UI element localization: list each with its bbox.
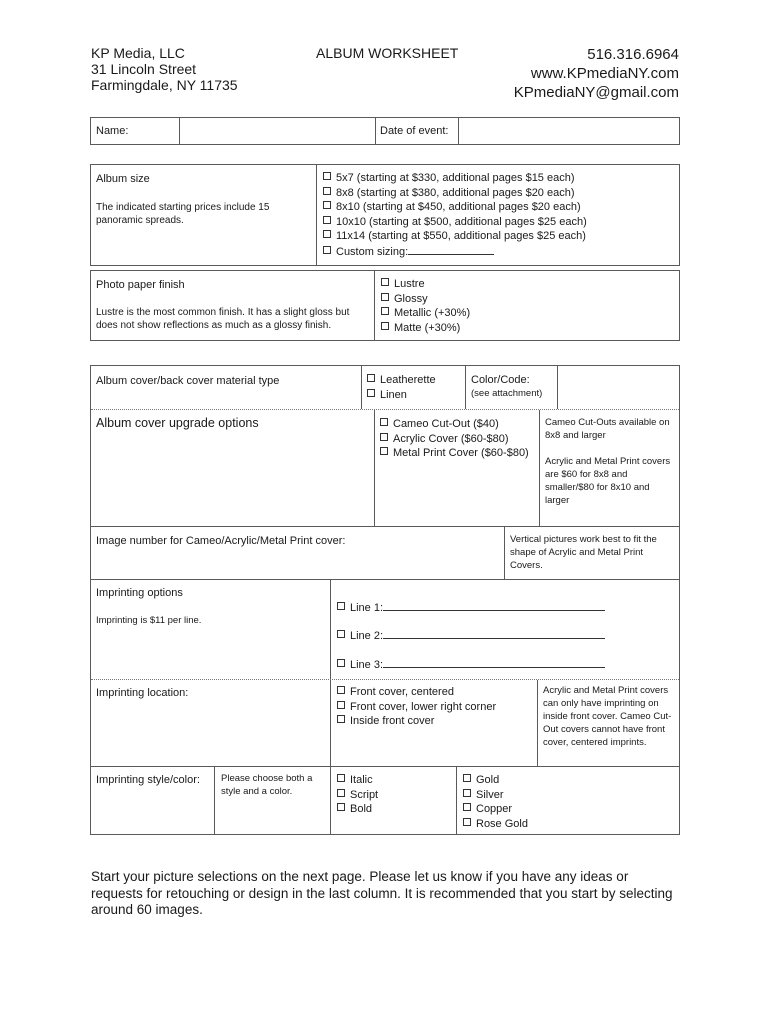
divider	[557, 366, 558, 409]
date-field[interactable]	[460, 120, 675, 142]
checkbox-icon[interactable]	[323, 172, 331, 180]
paper-finish-option[interactable]: Matte (+30%)	[381, 321, 470, 336]
imprinting-style-options	[337, 773, 378, 817]
cover-upgrade-option[interactable]: Acrylic Cover ($60-$80)	[380, 432, 529, 447]
imprinting-color-options	[463, 773, 528, 831]
checkbox-icon[interactable]	[380, 418, 388, 426]
cover-upgrade-note-pricing: Acrylic and Metal Print covers are $60 for 8x8 and smaller/$80 for 8x10 and larger	[545, 456, 671, 506]
divider	[330, 580, 331, 834]
divider	[316, 165, 317, 265]
imprinting-style-label: Imprinting style/color:	[96, 774, 200, 786]
checkbox-icon[interactable]	[463, 774, 471, 782]
imprinting-options-label: Imprinting options	[96, 587, 183, 599]
imprinting-location-options	[337, 685, 496, 729]
checkbox-icon[interactable]	[323, 187, 331, 195]
name-date-row	[90, 117, 680, 145]
album-size-option-custom[interactable]: Custom sizing:	[323, 244, 587, 260]
company-name: KP Media, LLC	[91, 45, 185, 61]
divider	[465, 366, 466, 409]
divider	[374, 410, 375, 526]
divider	[91, 766, 679, 767]
album-size-option[interactable]: 10x10 (starting at $500, additional pages $25 each)	[323, 215, 587, 230]
cover-material-options	[367, 373, 436, 402]
imprint-line-3[interactable]: Line 3:	[337, 657, 605, 673]
checkbox-icon[interactable]	[381, 322, 389, 330]
imprinting-location-option[interactable]: Front cover, lower right corner	[337, 700, 496, 715]
checkbox-icon[interactable]	[381, 293, 389, 301]
imprint-line-2[interactable]: Line 2:	[337, 628, 605, 644]
company-city: Farmingdale, NY 11735	[91, 77, 238, 93]
cover-material-label: Album cover/back cover material type	[96, 375, 280, 387]
divider	[91, 679, 679, 680]
imprinting-color-option[interactable]: Gold	[463, 773, 528, 788]
contact-phone: 516.316.6964	[587, 46, 679, 63]
checkbox-icon[interactable]	[337, 630, 345, 638]
image-number-note: Vertical pictures work best to fit the shape of Acrylic and Metal Print Covers.	[510, 534, 657, 571]
cover-material-option[interactable]: Linen	[367, 388, 436, 403]
divider	[91, 409, 679, 410]
cover-upgrade-option[interactable]: Metal Print Cover ($60-$80)	[380, 446, 529, 461]
album-size-option[interactable]: 8x10 (starting at $450, additional pages $20 each)	[323, 200, 587, 215]
imprinting-location-option[interactable]: Front cover, centered	[337, 685, 496, 700]
divider	[214, 767, 215, 834]
album-size-note: The indicated starting prices include 15 panoramic spreads.	[96, 202, 270, 226]
name-field[interactable]	[181, 120, 371, 142]
paper-finish-options	[381, 277, 470, 335]
divider	[374, 271, 375, 340]
checkbox-icon[interactable]	[323, 216, 331, 224]
contact-website: www.KPmediaNY.com	[530, 65, 679, 82]
checkbox-icon[interactable]	[367, 389, 375, 397]
contact-email: KPmediaNY@gmail.com	[513, 84, 679, 101]
imprinting-location-option[interactable]: Inside front cover	[337, 714, 496, 729]
checkbox-icon[interactable]	[380, 447, 388, 455]
divider	[458, 118, 459, 144]
checkbox-icon[interactable]	[323, 246, 331, 254]
checkbox-icon[interactable]	[463, 789, 471, 797]
imprinting-color-option[interactable]: Copper	[463, 802, 528, 817]
imprinting-color-option[interactable]: Silver	[463, 788, 528, 803]
date-label: Date of event:	[380, 125, 449, 137]
color-code-field[interactable]	[559, 368, 677, 406]
divider	[537, 680, 538, 766]
imprint-line-3-field[interactable]	[383, 657, 605, 668]
album-size-option[interactable]: 5x7 (starting at $330, additional pages $15 each)	[323, 171, 587, 186]
company-block	[91, 45, 311, 93]
imprint-line-1[interactable]: Line 1:	[337, 600, 605, 616]
paper-finish-section	[90, 270, 680, 341]
contact-block	[460, 45, 679, 102]
imprinting-style-note: Please choose both a style and a color.	[221, 773, 313, 797]
imprint-line-1-field[interactable]	[383, 600, 605, 611]
album-size-option[interactable]: 8x8 (starting at $380, additional pages $20 each)	[323, 186, 587, 201]
imprinting-options-note: Imprinting is $11 per line.	[96, 615, 202, 626]
cover-imprinting-section	[90, 365, 680, 835]
name-label: Name:	[96, 125, 129, 137]
imprint-line-2-field[interactable]	[383, 628, 605, 639]
checkbox-icon[interactable]	[380, 433, 388, 441]
cover-material-option[interactable]: Leatherette	[367, 373, 436, 388]
image-number-field[interactable]	[363, 529, 501, 577]
imprinting-location-note: Acrylic and Metal Print covers can only have imprinting on inside front cover. Cameo Cut-Out covers cannot have front cover, centered imprints.	[543, 685, 672, 748]
custom-size-field[interactable]	[408, 244, 494, 255]
paper-finish-option[interactable]: Lustre	[381, 277, 470, 292]
color-code-label: Color/Code:	[471, 374, 530, 386]
cover-upgrade-option[interactable]: Cameo Cut-Out ($40)	[380, 417, 529, 432]
divider	[375, 118, 376, 144]
cover-upgrade-label: Album cover upgrade options	[96, 416, 259, 430]
divider	[456, 767, 457, 834]
cover-upgrade-options	[380, 417, 529, 461]
checkbox-icon[interactable]	[367, 374, 375, 382]
divider	[91, 526, 679, 527]
imprinting-style-option[interactable]: Italic	[337, 773, 378, 788]
checkbox-icon[interactable]	[323, 201, 331, 209]
checkbox-icon[interactable]	[337, 715, 345, 723]
paper-finish-option[interactable]: Glossy	[381, 292, 470, 307]
checkbox-icon[interactable]	[337, 602, 345, 610]
checkbox-icon[interactable]	[337, 686, 345, 694]
paper-finish-option[interactable]: Metallic (+30%)	[381, 306, 470, 321]
checkbox-icon[interactable]	[337, 701, 345, 709]
imprinting-style-option[interactable]: Bold	[337, 802, 378, 817]
footer-instructions: Start your picture selections on the next page. Please let us know if you have any ideas or requests for retouching or design in the last column. It is recommended that you start by selecting around 60 images.	[91, 869, 673, 917]
checkbox-icon[interactable]	[337, 659, 345, 667]
checkbox-icon[interactable]	[337, 803, 345, 811]
checkbox-icon[interactable]	[381, 278, 389, 286]
divider	[361, 366, 362, 409]
album-size-options	[323, 171, 587, 259]
color-code-note: (see attachment)	[471, 388, 543, 399]
divider	[91, 579, 679, 580]
checkbox-icon[interactable]	[323, 230, 331, 238]
album-size-label: Album size	[96, 173, 150, 185]
album-size-option[interactable]: 11x14 (starting at $550, additional pages $25 each)	[323, 229, 587, 244]
paper-finish-label: Photo paper finish	[96, 279, 185, 291]
cover-upgrade-note-cameo: Cameo Cut-Outs available on 8x8 and larger	[545, 417, 670, 441]
checkbox-icon[interactable]	[337, 789, 345, 797]
imprinting-color-option[interactable]: Rose Gold	[463, 817, 528, 832]
document-title: ALBUM WORKSHEET	[316, 45, 459, 61]
divider	[504, 527, 505, 579]
company-street: 31 Lincoln Street	[91, 61, 197, 77]
album-size-section	[90, 164, 680, 266]
divider	[179, 118, 180, 144]
checkbox-icon[interactable]	[463, 803, 471, 811]
imprinting-style-option[interactable]: Script	[337, 788, 378, 803]
checkbox-icon[interactable]	[463, 818, 471, 826]
paper-finish-note: Lustre is the most common finish. It has a slight gloss but does not show reflections as much as a glossy finish.	[96, 307, 350, 331]
imprinting-location-label: Imprinting location:	[96, 687, 189, 699]
image-number-label: Image number for Cameo/Acrylic/Metal Print cover:	[96, 535, 346, 547]
checkbox-icon[interactable]	[337, 774, 345, 782]
divider	[539, 410, 540, 526]
checkbox-icon[interactable]	[381, 307, 389, 315]
